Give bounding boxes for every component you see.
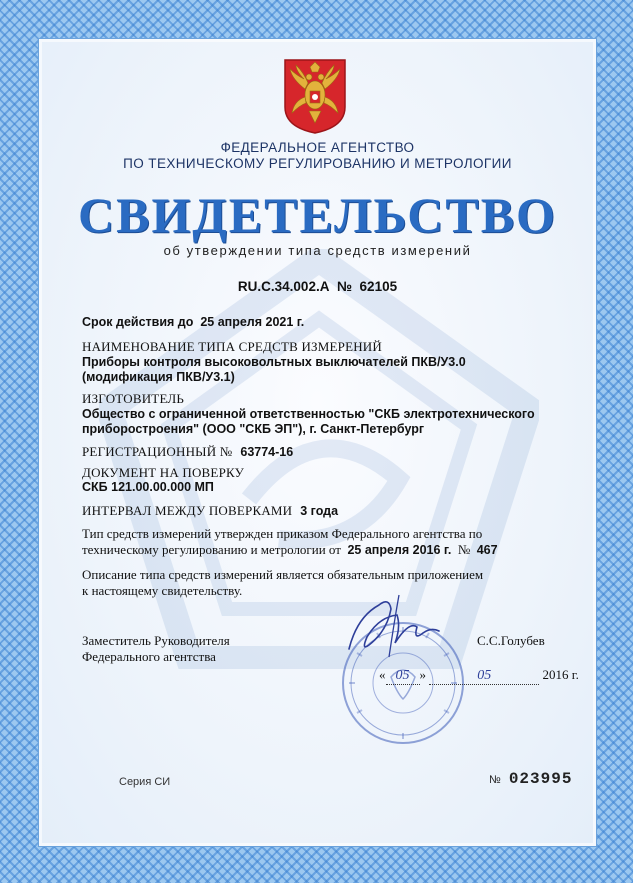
certificate-body [38, 38, 597, 847]
registration-number-sign: № [336, 279, 353, 294]
form-number-sign: № [489, 774, 501, 786]
interval-label: ИНТЕРВАЛ МЕЖДУ ПОВЕРКАМИ [82, 503, 293, 518]
signatory-title-line2: Федерального агентства [82, 649, 216, 664]
agency-name-line1: ФЕДЕРАЛЬНОЕ АГЕНТСТВО [220, 140, 415, 155]
description-line2: к настоящему свидетельству. [82, 583, 243, 598]
interval-value: 3 года [300, 504, 339, 518]
date-close-quote: » [419, 667, 426, 682]
document-title: СВИДЕТЕЛЬСТВО [78, 187, 557, 243]
validity-row [82, 315, 562, 329]
signatory-name: С.С.Голубев [477, 633, 545, 648]
reg-number-value: 63774-16 [240, 445, 294, 459]
signed-date [379, 667, 579, 685]
description-line1: Описание типа средств измерений является обязательным приложением [82, 567, 484, 582]
registration-code: RU.C.34.002.A [237, 279, 330, 294]
approval-line1: Тип средств измерений утвержден приказом Федерального агентства по [82, 526, 483, 541]
approval-prefix: техническому регулированию и метрологии от [82, 542, 341, 557]
verification-doc-label: ДОКУМЕНТ НА ПОВЕРКУ [82, 465, 245, 480]
approval-order-number: 467 [476, 543, 498, 557]
date-open-quote: « [379, 667, 386, 682]
coat-of-arms-icon [282, 57, 348, 135]
approval-order-sign: № [457, 542, 471, 557]
approval-line2 [82, 542, 562, 558]
reg-number-label: РЕГИСТРАЦИОННЫЙ № [82, 444, 233, 459]
registration-number [39, 279, 596, 294]
signed-day: 05 [386, 668, 420, 685]
type-name-line1: Приборы контроля высоковольтных выключателей ПКВ/У3.0 [82, 355, 466, 369]
form-number [489, 770, 572, 788]
signed-year: 2016 г. [542, 667, 579, 682]
agency-name-line2: ПО ТЕХНИЧЕСКОМУ РЕГУЛИРОВАНИЮ И МЕТРОЛОГИИ [123, 156, 512, 171]
manufacturer-label: ИЗГОТОВИТЕЛЬ [82, 391, 185, 406]
manufacturer-line2: приборостроения" (ООО "СКБ ЭП"), г. Санкт-Петербург [82, 422, 425, 436]
type-name-line2: (модификация ПКВ/У3.1) [82, 370, 235, 384]
manufacturer-line1: Общество с ограниченной ответственностью "СКБ электротехнического [82, 407, 535, 421]
registration-number-value: 62105 [359, 279, 398, 294]
series-label: Серия СИ [119, 776, 171, 788]
approval-date: 25 апреля 2016 г. [347, 543, 452, 557]
document-subtitle: об утверждении типа средств измерений [163, 243, 472, 258]
verification-doc-value: СКБ 121.00.00.000 МП [82, 480, 214, 494]
form-number-value: 023995 [508, 770, 573, 788]
validity-date: 25 апреля 2021 г. [200, 315, 305, 329]
validity-label: Срок действия до [82, 315, 194, 329]
handwritten-signature-icon [339, 587, 449, 667]
reg-number-row [82, 443, 562, 461]
interval-row [82, 502, 562, 520]
signatory-title-line1: Заместитель Руководителя [82, 633, 230, 648]
type-name-label: НАИМЕНОВАНИЕ ТИПА СРЕДСТВ ИЗМЕРЕНИЙ [82, 339, 382, 354]
signed-month: 05 [429, 668, 539, 685]
